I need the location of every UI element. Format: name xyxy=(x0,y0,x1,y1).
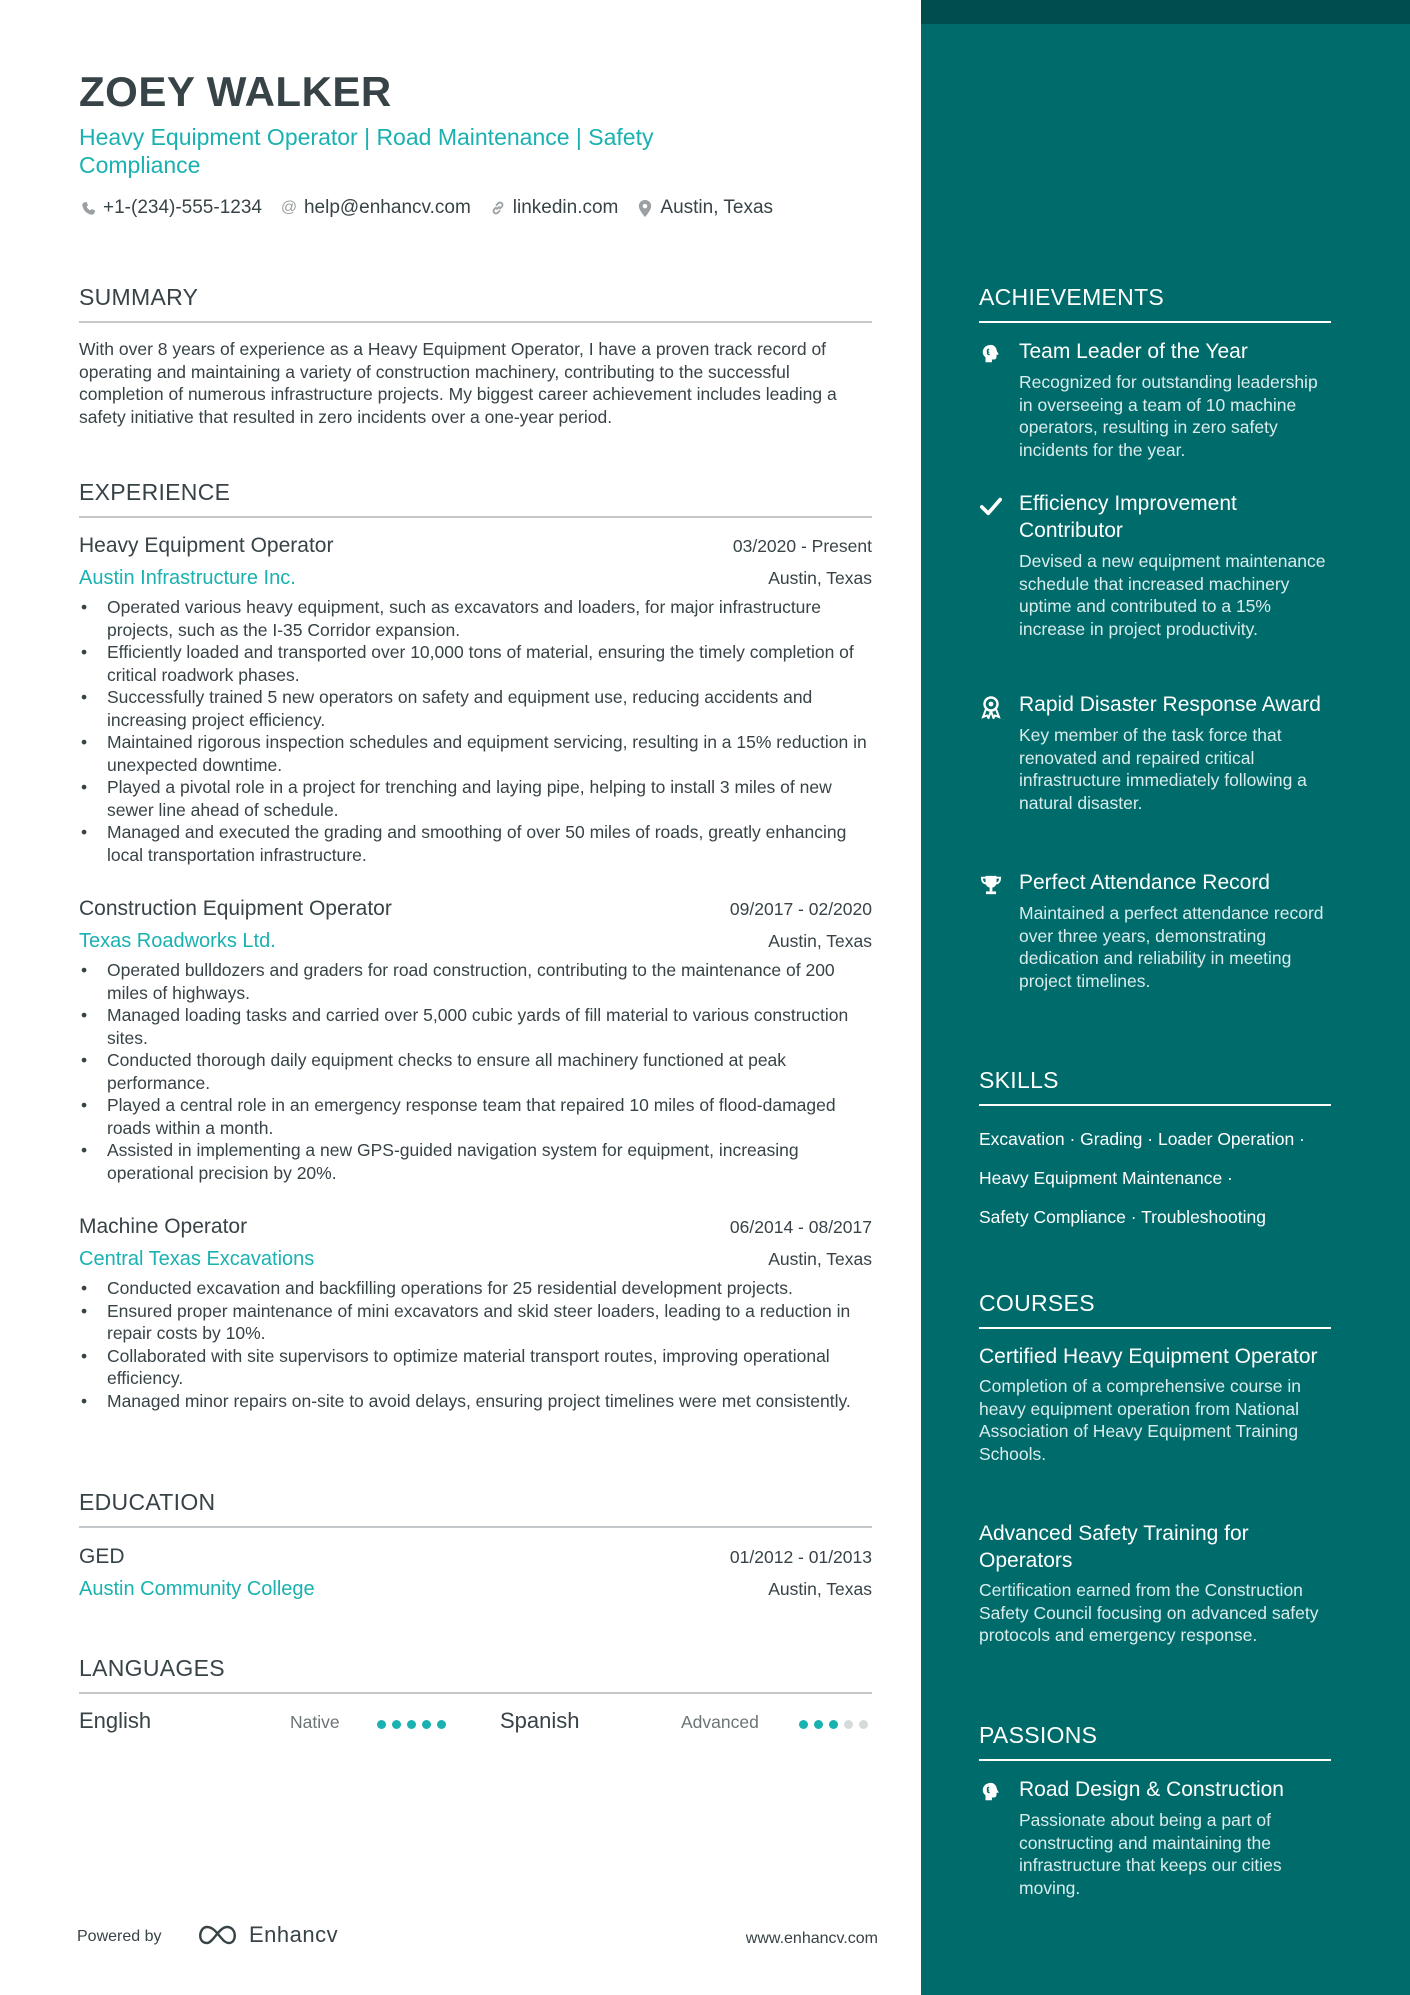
job-dates: 09/2017 - 02/2020 xyxy=(729,899,872,919)
location-pin-icon xyxy=(636,200,654,217)
achievement-title: Rapid Disaster Response Award xyxy=(1019,693,1321,716)
languages-list xyxy=(79,1708,872,1740)
languages-heading: LANGUAGES xyxy=(79,1655,872,1694)
proficiency-dot xyxy=(422,1720,431,1729)
enhancv-logo[interactable] xyxy=(195,1922,338,1948)
passion-title: Road Design & Construction xyxy=(1019,1778,1284,1801)
bullet-item: • Ensured proper maintenance of mini excavators and skid steer loaders, leading to a reduction in repair costs by 10%. xyxy=(79,1300,872,1345)
contact-linkedin[interactable] xyxy=(489,197,619,219)
job-location: Austin, Texas xyxy=(768,568,872,588)
bullet-item: • Operated various heavy equipment, such as excavators and loaders, for major infrastructure projects, such as the I-35 Corridor expansion. xyxy=(79,596,872,641)
achievement-title: Perfect Attendance Record xyxy=(1019,871,1270,894)
job-bullets xyxy=(79,959,872,1184)
course-item xyxy=(979,1343,1331,1465)
summary-text: With over 8 years of experience as a Heavy Equipment Operator, I have a proven track record of operating and maintaining a variety of construction machinery, contributing to the successful completion of numerous infrastructure projects. My biggest career achievement includes leading a safety initiative that resulted in zero incidents over a one-year period. xyxy=(79,339,837,427)
link-icon xyxy=(489,200,507,216)
proficiency-dot xyxy=(829,1720,838,1729)
course-desc: Certification earned from the Construction Safety Council focusing on advanced safety protocols and emergency response. xyxy=(979,1580,1319,1645)
proficiency-dot xyxy=(407,1720,416,1729)
achievement-item xyxy=(979,490,1331,640)
language-name: English xyxy=(79,1708,152,1733)
job-role: Machine Operator xyxy=(79,1215,248,1238)
bullet-item: • Maintained rigorous inspection schedules and equipment servicing, resulting in a 15% reduction in unexpected downtime. xyxy=(79,731,872,776)
bullet-item: • Conducted thorough daily equipment checks to ensure all machinery functioned at peak performance. xyxy=(79,1049,872,1094)
job-company[interactable]: Central Texas Excavations xyxy=(79,1248,315,1270)
experience-heading: EXPERIENCE xyxy=(79,479,872,518)
achievement-item xyxy=(979,869,1331,992)
job-bullets xyxy=(79,596,872,866)
job-role: Heavy Equipment Operator xyxy=(79,534,334,557)
education-entry xyxy=(79,1545,872,1601)
brain-icon xyxy=(979,1780,1003,1804)
achievement-item xyxy=(979,338,1331,461)
bullet-item: • Operated bulldozers and graders for road construction, contributing to the maintenance of 200 miles of highways. xyxy=(79,959,872,1004)
education-dates: 01/2012 - 01/2013 xyxy=(729,1547,872,1567)
bullet-item: • Managed loading tasks and carried over 5,000 cubic yards of fill material to various construction sites. xyxy=(79,1004,872,1049)
bullet-item: • Conducted excavation and backfilling operations for 25 residential development projects. xyxy=(79,1277,872,1300)
summary-heading: SUMMARY xyxy=(79,284,872,323)
enhancv-logo-icon xyxy=(195,1923,241,1947)
job-company[interactable]: Austin Infrastructure Inc. xyxy=(79,567,296,589)
bullet-item: • Efficiently loaded and transported over 10,000 tons of material, ensuring the timely completion of critical roadwork phases. xyxy=(79,641,872,686)
language-proficiency-dots xyxy=(377,1720,446,1729)
passion-desc: Passionate about being a part of constructing and maintaining the infrastructure that keeps our cities moving. xyxy=(1019,1810,1282,1898)
headline: Heavy Equipment Operator | Road Maintenance | Safety Compliance xyxy=(79,124,654,178)
education-heading: EDUCATION xyxy=(79,1489,872,1528)
achievement-desc: Devised a new equipment maintenance schedule that increased machinery uptime and contributed to a 15% increase in project productivity. xyxy=(1019,551,1326,639)
bullet-item: • Successfully trained 5 new operators on safety and equipment use, reducing accidents and increasing project efficiency. xyxy=(79,686,872,731)
trophy-icon xyxy=(979,873,1003,897)
skills-list xyxy=(979,1120,1339,1237)
proficiency-dot xyxy=(859,1720,868,1729)
phone-text: +1-(234)-555-1234 xyxy=(103,197,262,218)
proficiency-dot xyxy=(437,1720,446,1729)
skills-line: Safety Compliance · Troubleshooting xyxy=(979,1207,1266,1227)
proficiency-dot xyxy=(814,1720,823,1729)
language-level: Native xyxy=(290,1712,340,1732)
job-company[interactable]: Texas Roadworks Ltd. xyxy=(79,930,276,952)
language-proficiency-dots xyxy=(799,1720,868,1729)
bullet-item: • Played a pivotal role in a project for trenching and laying pipe, helping to install 3 miles of new sewer line ahead of schedule. xyxy=(79,776,872,821)
proficiency-dot xyxy=(844,1720,853,1729)
brain-icon xyxy=(979,342,1003,366)
contact-email[interactable] xyxy=(280,197,471,219)
skills-line: Excavation · Grading · Loader Operation · xyxy=(979,1129,1305,1149)
course-desc: Completion of a comprehensive course in heavy equipment operation from National Association of Heavy Equipment Training Schools. xyxy=(979,1376,1301,1464)
powered-by-label: Powered by xyxy=(77,1928,162,1945)
education-degree: GED xyxy=(79,1545,125,1568)
proficiency-dot xyxy=(377,1720,386,1729)
candidate-name: ZOEY WALKER xyxy=(79,68,392,115)
job-dates: 03/2020 - Present xyxy=(732,536,872,556)
job-entry xyxy=(79,1215,872,1412)
education-location: Austin, Texas xyxy=(768,1579,872,1599)
skills-line: Heavy Equipment Maintenance · xyxy=(979,1168,1233,1188)
achievement-desc: Recognized for outstanding leadership in overseeing a team of 10 machine operators, resulting in zero safety incidents for the year. xyxy=(1019,372,1318,460)
bullet-item: • Managed and executed the grading and smoothing of over 50 miles of roads, greatly enhancing local transportation infrastructure. xyxy=(79,821,872,866)
enhancv-logo-text: Enhancv xyxy=(249,1922,339,1947)
contact-bar xyxy=(79,197,773,219)
proficiency-dot xyxy=(392,1720,401,1729)
check-icon xyxy=(979,494,1003,518)
course-title: Certified Heavy Equipment Operator xyxy=(979,1345,1318,1368)
job-location: Austin, Texas xyxy=(768,931,872,951)
courses-heading: COURSES xyxy=(979,1290,1331,1329)
course-title: Advanced Safety Training for Operators xyxy=(979,1522,1249,1572)
job-bullets xyxy=(79,1277,872,1412)
language-level: Advanced xyxy=(681,1712,759,1732)
bullet-item: • Assisted in implementing a new GPS-guided navigation system for equipment, increasing operational precision by 20%. xyxy=(79,1139,872,1184)
job-entry xyxy=(79,897,872,1184)
contact-phone[interactable] xyxy=(79,197,262,219)
email-text: help@enhancv.com xyxy=(303,197,471,218)
passions-heading: PASSIONS xyxy=(979,1722,1331,1761)
skills-heading: SKILLS xyxy=(979,1067,1331,1106)
bullet-item: • Played a central role in an emergency response team that repaired 10 miles of flood-damaged roads within a month. xyxy=(79,1094,872,1139)
job-entry xyxy=(79,534,872,866)
sidebar xyxy=(921,0,1410,1995)
award-icon xyxy=(979,695,1003,719)
achievement-desc: Key member of the task force that renovated and repaired critical infrastructure immediately following a natural disaster. xyxy=(1019,725,1307,813)
bullet-item: • Managed minor repairs on-site to avoid delays, ensuring project timelines were met consistently. xyxy=(79,1390,872,1413)
achievement-desc: Maintained a perfect attendance record over three years, demonstrating dedication and reliability in meeting project timelines. xyxy=(1019,903,1324,991)
phone-icon xyxy=(79,201,97,216)
passion-item xyxy=(979,1776,1331,1899)
at-icon: @ xyxy=(280,199,298,216)
contact-location xyxy=(636,197,773,219)
linkedin-text: linkedin.com xyxy=(512,197,619,218)
achievements-heading: ACHIEVEMENTS xyxy=(979,284,1331,323)
education-school[interactable]: Austin Community College xyxy=(79,1578,315,1600)
job-role: Construction Equipment Operator xyxy=(79,897,392,920)
bullet-item: • Collaborated with site supervisors to optimize material transport routes, improving operational efficiency. xyxy=(79,1345,872,1390)
course-item xyxy=(979,1520,1331,1647)
website-link[interactable]: www.enhancv.com xyxy=(745,1930,878,1947)
sidebar-top-band xyxy=(921,0,1410,24)
achievement-item xyxy=(979,691,1331,814)
job-location: Austin, Texas xyxy=(768,1249,872,1269)
footer xyxy=(77,1918,878,1958)
location-text: Austin, Texas xyxy=(660,197,774,218)
job-dates: 06/2014 - 08/2017 xyxy=(729,1217,872,1237)
proficiency-dot xyxy=(799,1720,808,1729)
achievement-title: Team Leader of the Year xyxy=(1019,340,1248,363)
achievement-title: Efficiency Improvement Contributor xyxy=(1019,492,1237,542)
language-name: Spanish xyxy=(500,1708,580,1733)
